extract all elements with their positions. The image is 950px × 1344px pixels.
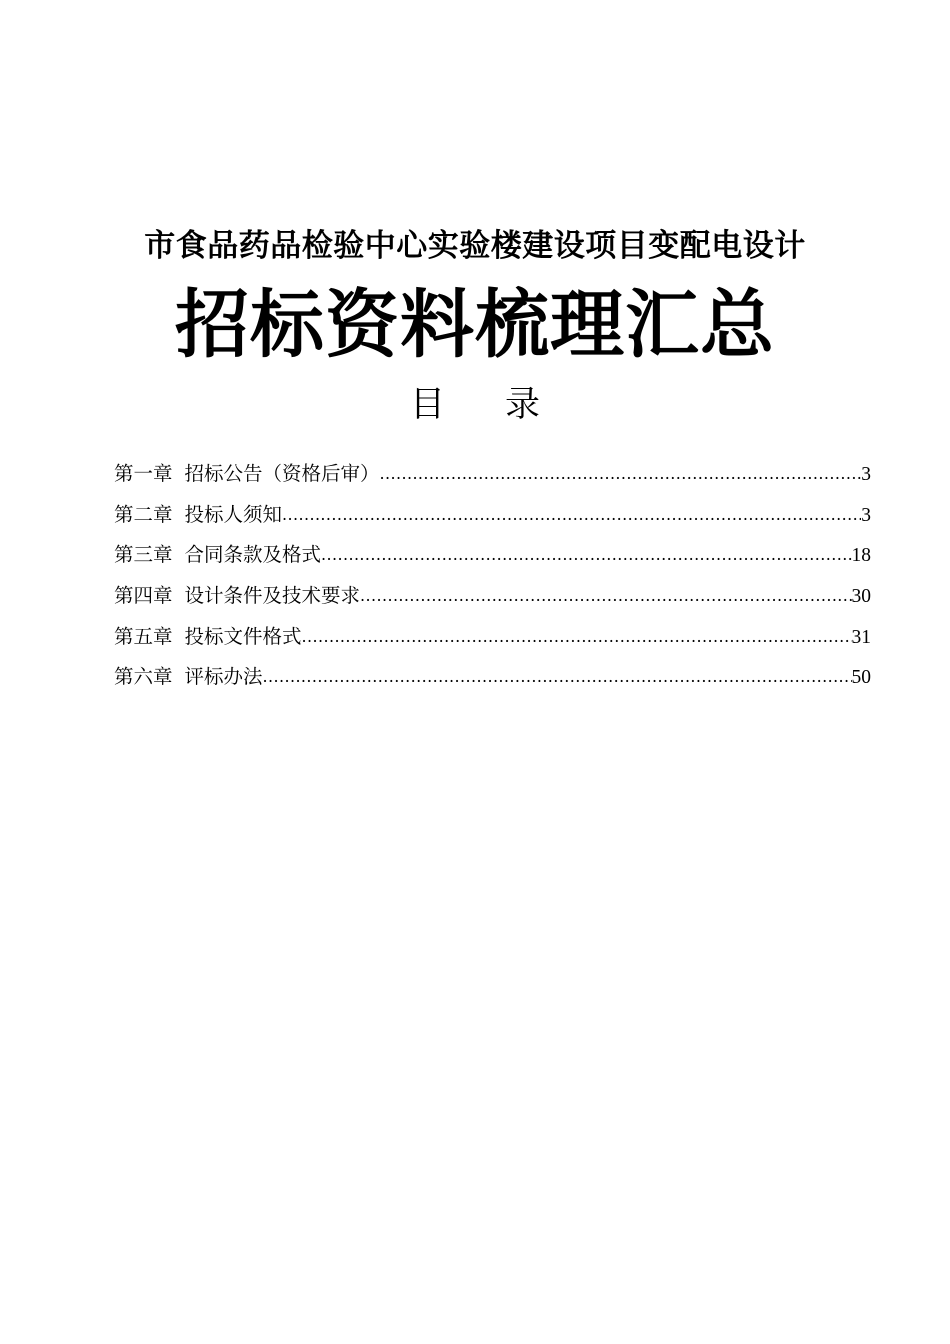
toc-entry[interactable] (114, 454, 871, 495)
toc-leader-dots (263, 657, 852, 697)
toc-entry[interactable] (114, 495, 871, 536)
toc-leader-dots (302, 617, 852, 657)
table-of-contents (114, 454, 871, 698)
toc-chapter-title: 评标办法 (184, 665, 263, 689)
toc-leader-dots (321, 535, 851, 575)
toc-page-number: 50 (851, 667, 871, 689)
toc-chapter-title: 招标公告（资格后审） (184, 462, 380, 485)
toc-chapter-number: 第五章 (114, 624, 173, 648)
document-subtitle: 市食品药品检验中心实验楼建设项目变配电设计 (144, 228, 806, 264)
toc-page-number: 30 (851, 586, 871, 608)
toc-page-number: 31 (851, 626, 871, 648)
toc-chapter-number: 第一章 (114, 462, 173, 485)
toc-chapter-title: 合同条款及格式 (184, 543, 322, 567)
toc-entry[interactable] (114, 535, 871, 576)
toc-chapter-number: 第四章 (114, 584, 173, 608)
toc-chapter-title: 投标文件格式 (184, 624, 302, 648)
toc-page-number: 3 (861, 464, 871, 485)
toc-chapter-number: 第三章 (114, 543, 173, 567)
toc-leader-dots (380, 454, 862, 494)
toc-chapter-number: 第二章 (114, 502, 173, 526)
toc-chapter-title: 设计条件及技术要求 (184, 584, 361, 608)
toc-chapter-number: 第六章 (114, 665, 173, 689)
toc-chapter-title: 投标人须知 (184, 502, 283, 526)
toc-leader-dots (360, 576, 851, 616)
document-title: 招标资料梳理汇总 (175, 282, 775, 368)
toc-page-number: 18 (851, 545, 871, 567)
toc-entry[interactable] (114, 617, 871, 658)
toc-heading: 目录 (409, 385, 600, 425)
toc-page-number: 3 (861, 504, 871, 526)
toc-entry[interactable] (114, 576, 871, 617)
toc-leader-dots (282, 495, 861, 535)
toc-entry[interactable] (114, 657, 871, 698)
